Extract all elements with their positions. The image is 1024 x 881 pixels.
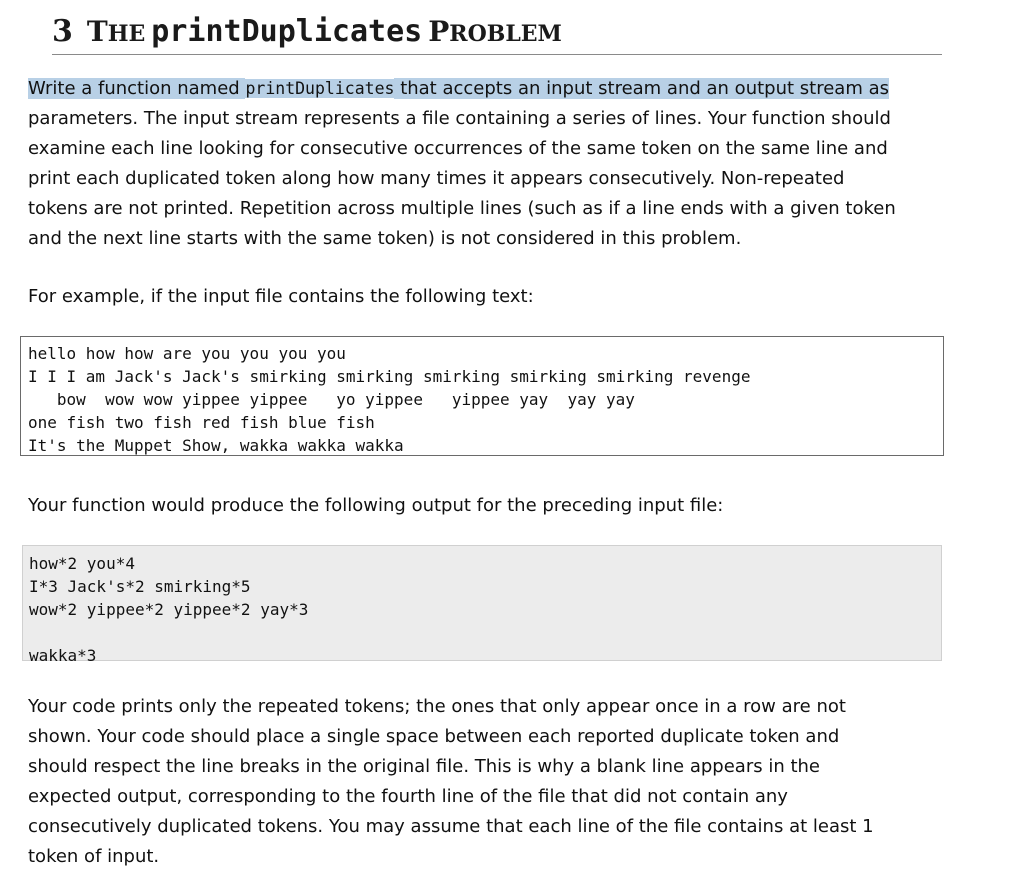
input-file-line: one fish two fish red fish blue fish (28, 413, 375, 432)
closing-line: expected output, corresponding to the fourth line of the file that did not contain any (28, 786, 788, 807)
selected-function-name[interactable]: printDuplicates (245, 79, 395, 98)
example-intro-text: For example, if the input file contains the following text: (28, 286, 534, 307)
closing-line: consecutively duplicated tokens. You may assume that each line of the file contains at least 1 (28, 816, 874, 837)
closing-line: token of input. (28, 846, 160, 867)
selected-text-b[interactable]: that accepts an input stream and an output stream as (394, 78, 889, 99)
closing-line: should respect the line breaks in the original file. This is why a blank line appears in the (28, 756, 820, 777)
intro-line-1 (28, 74, 948, 104)
input-file-line: I I I am Jack's Jack's smirking smirking smirking smirking smirking revenge (28, 367, 751, 386)
section-heading (52, 10, 942, 55)
intro-line: parameters. The input stream represents a file containing a series of lines. Your function should (28, 108, 891, 129)
input-file-line: hello how how are you you you you (28, 344, 346, 363)
closing-line: shown. Your code should place a single space between each reported duplicate token and (28, 726, 840, 747)
selected-text-a[interactable]: Write a function named (28, 78, 246, 99)
intro-line: examine each line looking for consecutive occurrences of the same token on the same line and (28, 138, 888, 159)
output-intro (28, 491, 948, 521)
output-line: I*3 Jack's*2 smirking*5 (29, 577, 251, 596)
heading-word-problem-rest: ROBLEM (449, 21, 562, 47)
output-intro-text: Your function would produce the following output for the preceding input file: (28, 495, 724, 516)
input-file-line: It's the Muppet Show, wakka wakka wakka (28, 436, 404, 455)
closing-paragraph (28, 692, 948, 872)
intro-line: tokens are not printed. Repetition across multiple lines (such as if a line ends with a given token (28, 198, 896, 219)
output-line-blank (29, 621, 935, 644)
intro-paragraph (28, 74, 948, 254)
heading-word-the-initial: T (86, 15, 108, 48)
section-number: 3 (52, 14, 73, 49)
heading-word-problem-initial: P (428, 15, 450, 48)
intro-line: print each duplicated token along how many times it appears consecutively. Non-repeated (28, 168, 845, 189)
example-intro (28, 282, 948, 312)
output-line: how*2 you*4 (29, 554, 135, 573)
heading-word-the-rest: HE (107, 21, 146, 47)
input-file-line: bow wow wow yippee yippee yo yippee yippee yay yay yay (28, 390, 635, 409)
expected-output-box (22, 545, 942, 665)
output-line: wakka*3 (29, 646, 97, 665)
heading-function-name: printDuplicates (151, 14, 423, 49)
input-file-box (20, 336, 944, 456)
closing-line: Your code prints only the repeated tokens; the ones that only appear once in a row are not (28, 696, 846, 717)
output-line: wow*2 yippee*2 yippee*2 yay*3 (29, 600, 309, 619)
intro-line: and the next line starts with the same token) is not considered in this problem. (28, 228, 742, 249)
